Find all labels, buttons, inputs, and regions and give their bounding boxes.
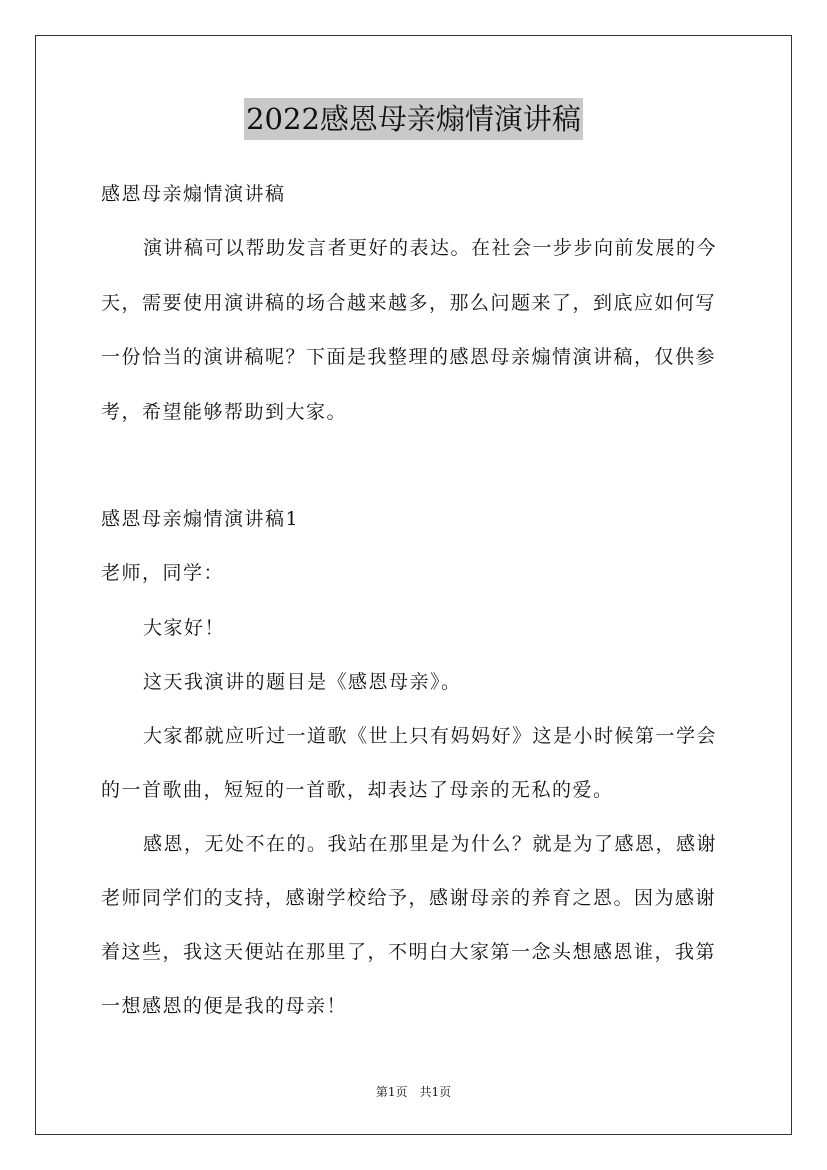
section-heading: 感恩母亲煽情演讲稿1 [101, 508, 300, 530]
page-footer: 第1页 共1页 [375, 1085, 452, 1099]
paragraph-line: 感恩，无处不在的。我站在那里是为什么？就是为了感恩，感谢 [143, 833, 718, 855]
paragraph-line: 这天我演讲的题目是《感恩母亲》。 [143, 671, 462, 693]
paragraph-line: 一份恰当的演讲稿呢？下面是我整理的感恩母亲煽情演讲稿，仅供参 [101, 346, 717, 368]
paragraph-line: 演讲稿可以帮助发言者更好的表达。在社会一步步向前发展的今 [143, 237, 718, 259]
paragraph-line: 老师同学们的支持，感谢学校给予，感谢母亲的养育之恩。因为感谢 [101, 887, 717, 909]
title-container [0, 98, 827, 140]
section-heading: 感恩母亲煽情演讲稿 [101, 183, 286, 205]
paragraph-line: 一想感恩的便是我的母亲！ [101, 995, 348, 1017]
paragraph-line: 大家都就应听过一道歌《世上只有妈妈好》这是小时候第一学会 [143, 725, 718, 747]
paragraph-line: 天，需要使用演讲稿的场合越来越多，那么问题来了，到底应如何写 [101, 292, 717, 314]
paragraph-line: 大家好！ [143, 617, 226, 639]
paragraph-line: 考，希望能够帮助到大家。 [101, 401, 348, 423]
document-title: 2022感恩母亲煽情演讲稿 [244, 98, 583, 140]
paragraph-line: 的一首歌曲，短短的一首歌，却表达了母亲的无私的爱。 [101, 779, 614, 801]
paragraph-line: 着这些，我这天便站在那里了，不明白大家第一念头想感恩谁，我第 [101, 941, 717, 963]
salutation: 老师，同学： [101, 562, 225, 584]
